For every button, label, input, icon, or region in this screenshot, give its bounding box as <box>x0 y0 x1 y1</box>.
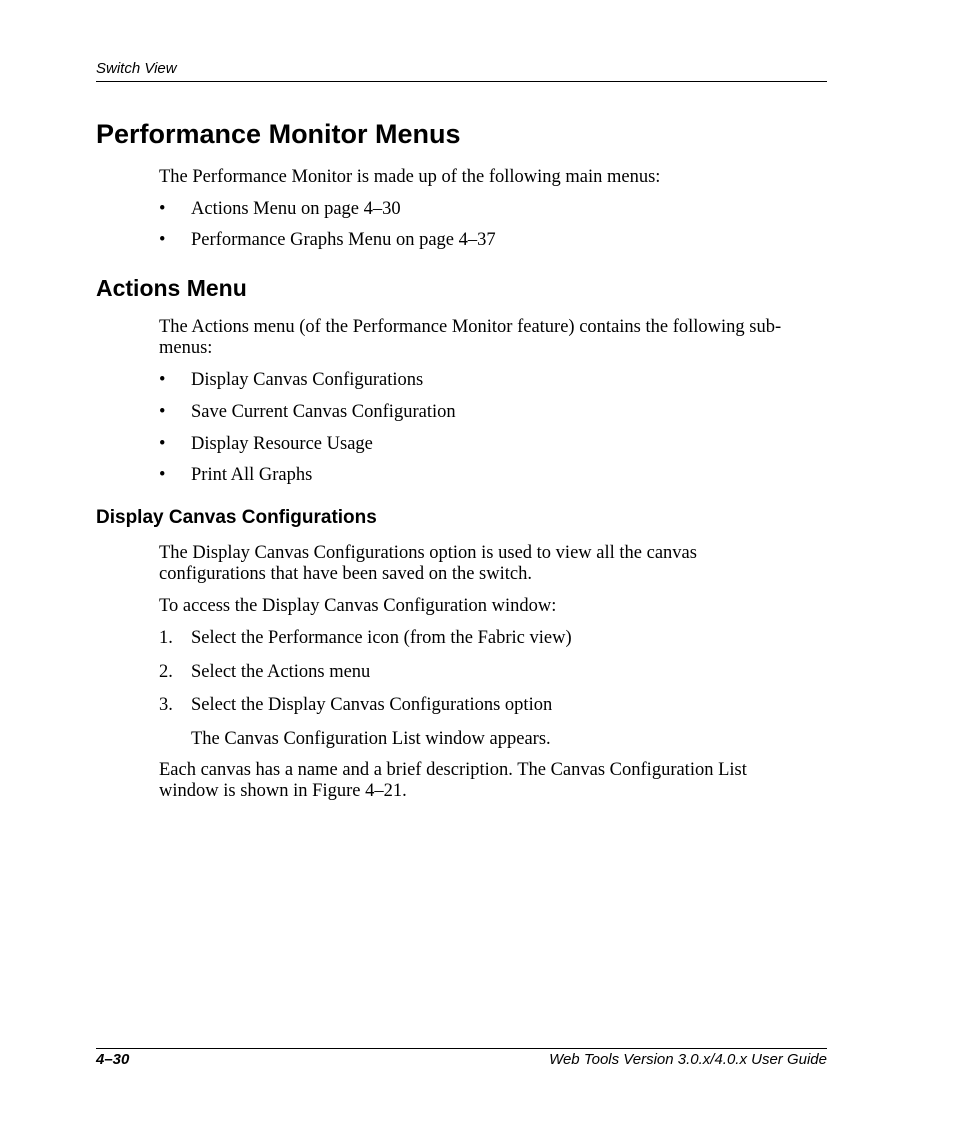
link-actions-menu[interactable]: Actions Menu on page 4–30 <box>191 199 401 219</box>
display-canvas-paragraph: The Display Canvas Configurations option is used to view all the canvas configurations that have been saved on the switch. <box>159 543 697 584</box>
canvas-description-paragraph: Each canvas has a name and a brief description. The Canvas Configuration List window is shown in Figure 4–21. <box>159 760 747 801</box>
step-number: 2. <box>159 662 173 682</box>
section-heading-actions-menu: Actions Menu <box>96 275 247 301</box>
step-number: 1. <box>159 628 173 648</box>
list-item: Display Canvas Configurations <box>191 370 424 390</box>
page-number: 4–30 <box>96 1051 130 1068</box>
step-number: 3. <box>159 695 173 715</box>
bullet: • <box>159 199 166 219</box>
step-text: Select the Actions menu <box>191 662 371 682</box>
list-item: Display Resource Usage <box>191 434 373 454</box>
actions-intro-paragraph: The Actions menu (of the Performance Monitor feature) contains the following sub-menus: <box>159 317 782 358</box>
bullet: • <box>159 230 166 250</box>
list-item: Print All Graphs <box>191 465 313 485</box>
step-result: The Canvas Configuration List window appears. <box>191 729 551 749</box>
page-title: Performance Monitor Menus <box>96 119 461 149</box>
list-item: Save Current Canvas Configuration <box>191 402 456 422</box>
running-head: Switch View <box>96 60 177 77</box>
bullet: • <box>159 465 166 485</box>
bullet: • <box>159 402 166 422</box>
footer-rule <box>96 1048 827 1049</box>
intro-paragraph: The Performance Monitor is made up of the following main menus: <box>159 167 661 187</box>
bullet: • <box>159 434 166 454</box>
guide-title: Web Tools Version 3.0.x/4.0.x User Guide <box>549 1051 827 1068</box>
header-rule <box>96 81 827 82</box>
step-text: Select the Display Canvas Configurations option <box>191 695 553 715</box>
bullet: • <box>159 370 166 390</box>
access-instructions-paragraph: To access the Display Canvas Configuration window: <box>159 596 557 616</box>
subsection-heading-display-canvas: Display Canvas Configurations <box>96 507 377 528</box>
step-text: Select the Performance icon (from the Fabric view) <box>191 628 572 648</box>
link-performance-graphs-menu[interactable]: Performance Graphs Menu on page 4–37 <box>191 230 496 250</box>
